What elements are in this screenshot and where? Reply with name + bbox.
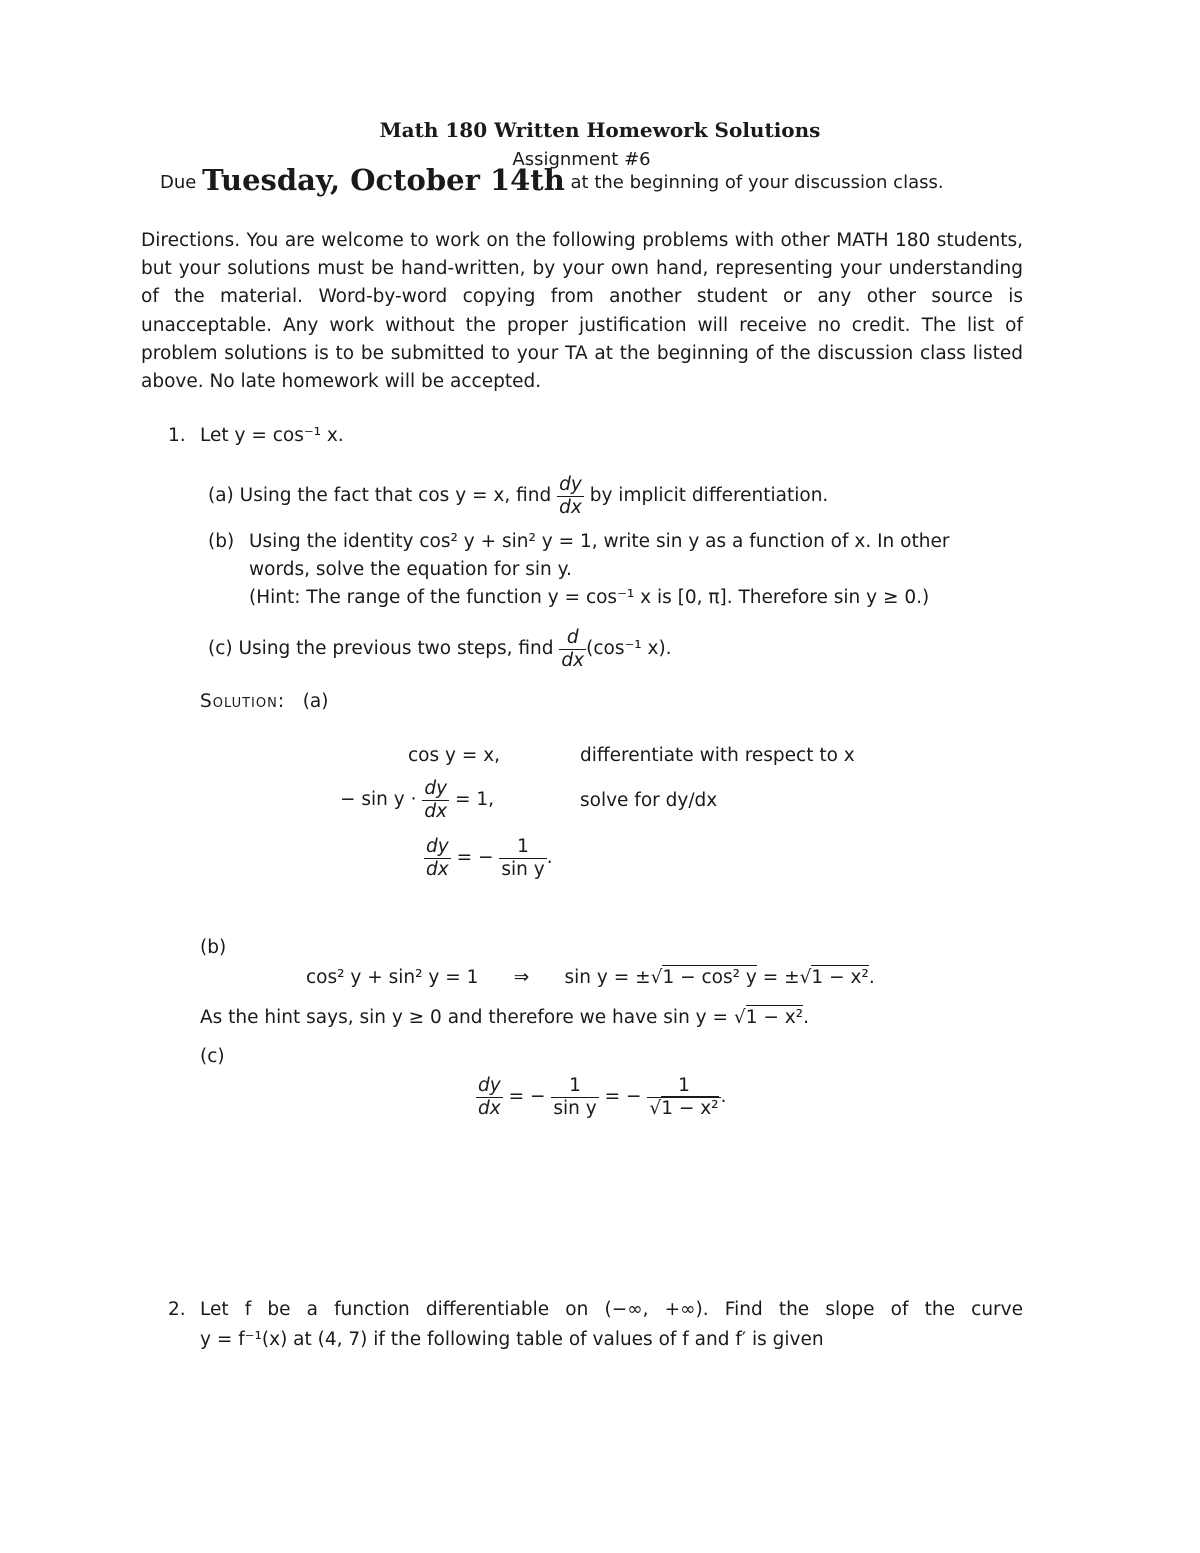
- solution-a-eq2-denominator: dx: [424, 800, 448, 822]
- solution-c-equals-2: = −: [604, 1086, 642, 1107]
- solution-b-text: As the hint says, sin y ≥ 0 and therefore we have sin y =: [200, 1007, 729, 1028]
- problem-1a: [208, 470, 828, 522]
- due-date: Tuesday, October 14th: [202, 163, 565, 197]
- solution-c-numerator-2: 1: [569, 1074, 581, 1096]
- problem-1a-text-after: by implicit differentiation.: [589, 485, 829, 506]
- problem-1c-text-before: Using the previous two steps, find: [238, 638, 554, 659]
- solution-b-radicand-1: 1 − cos² y: [662, 967, 757, 988]
- problem-1b-hint: (Hint: The range of the function y = cos⁻¹ x is [0, π]. Therefore sin y ≥ 0.): [249, 587, 930, 608]
- solution-b-text-radicand: 1 − x²: [745, 1007, 804, 1028]
- solution-c-denominator-2: sin y: [553, 1097, 597, 1119]
- solution-a-eq2: [340, 774, 494, 826]
- solution-a-eq3-equals: = −: [456, 847, 494, 868]
- solution-c-label: (c): [200, 1046, 225, 1067]
- sqrt-icon: √: [650, 967, 663, 988]
- sqrt-icon: √: [733, 1007, 746, 1028]
- problem-1-statement: Let y = cos⁻¹ x.: [200, 425, 344, 446]
- sqrt-icon: √: [799, 967, 812, 988]
- problem-1a-text-before: Using the fact that cos y = x, find: [239, 485, 552, 506]
- solution-b-radicand-2: 1 − x²: [811, 967, 869, 988]
- problem-1b-line2: words, solve the equation for sin y.: [249, 559, 572, 580]
- sqrt-icon: √: [649, 1097, 662, 1119]
- solution-c-fraction-1: [476, 1075, 503, 1120]
- problem-2-number: 2.: [168, 1299, 186, 1320]
- solution-b-end: .: [868, 967, 875, 988]
- solution-c-equals-1: = −: [508, 1086, 546, 1107]
- problem-1a-fraction: [557, 474, 584, 519]
- solution-heading: [200, 688, 329, 716]
- solution-b-equation: [306, 964, 875, 992]
- solution-a-label: (a): [302, 691, 329, 712]
- problem-2-line1: Let f be a function differentiable on (−∞, +∞). Find the slope of the curve: [200, 1299, 1023, 1320]
- problem-1a-denominator: dx: [559, 496, 582, 518]
- due-line: [160, 163, 944, 197]
- problem-1c: [208, 623, 672, 675]
- solution-a-note1: differentiate with respect to x: [580, 745, 855, 766]
- implies-symbol: ⇒: [513, 967, 530, 988]
- solution-c-denominator-1: dx: [478, 1097, 501, 1119]
- solution-a-eq3-denominator-right: sin y: [501, 858, 545, 880]
- assignment-number: Assignment #6: [512, 149, 651, 170]
- problem-2-line2: y = f⁻¹(x) at (4, 7) if the following table of values of f and f′ is given: [200, 1329, 824, 1350]
- solution-b-result-a: sin y = ±: [564, 967, 651, 988]
- problem-1b-line1: Using the identity cos² y + sin² y = 1, write sin y as a function of x. In other: [249, 531, 950, 552]
- problem-1-number: 1.: [168, 425, 186, 446]
- solution-a-eq3-fraction-right: [499, 836, 546, 881]
- solution-c-radicand: 1 − x²: [661, 1097, 719, 1119]
- solution-b-conclusion: [200, 1004, 809, 1032]
- solution-b-result-b: = ±: [762, 967, 800, 988]
- solution-b-identity: cos² y + sin² y = 1: [306, 967, 479, 988]
- problem-1a-numerator: dy: [559, 473, 582, 495]
- solution-a-eq2-suffix: = 1,: [454, 789, 495, 810]
- solution-a-eq3: [424, 830, 553, 886]
- solution-c-numerator-1: dy: [478, 1074, 501, 1096]
- solution-a-eq3-end: .: [546, 847, 553, 868]
- problem-1a-label: (a): [208, 485, 234, 506]
- problem-1c-numerator: d: [566, 626, 579, 648]
- solution-label: Solution:: [200, 691, 286, 712]
- problem-1c-label: (c): [208, 638, 233, 659]
- solution-b-label: (b): [200, 937, 227, 958]
- solution-a-note2: solve for dy/dx: [580, 790, 718, 811]
- solution-a-eq3-fraction-left: [424, 836, 451, 881]
- solution-c-equation: [476, 1068, 726, 1126]
- due-suffix: at the beginning of your discussion class.: [570, 172, 944, 193]
- solution-a-eq3-numerator-right: 1: [517, 835, 529, 857]
- solution-a-eq3-denominator-left: dx: [426, 858, 449, 880]
- solution-c-end: .: [720, 1086, 727, 1107]
- document-title: Math 180 Written Homework Solutions: [379, 118, 821, 142]
- solution-c-denominator-3: [647, 1097, 720, 1120]
- due-prefix: Due: [160, 172, 197, 193]
- solution-a-eq1: cos y = x,: [408, 745, 501, 766]
- problem-1c-text-after: (cos⁻¹ x).: [586, 638, 672, 659]
- solution-b-text-end: .: [803, 1007, 809, 1028]
- problem-1c-fraction: [559, 627, 586, 672]
- solution-a-eq2-fraction: [422, 778, 449, 823]
- problem-1b-label: (b): [208, 531, 235, 552]
- solution-a-eq2-numerator: dy: [424, 777, 448, 799]
- problem-1c-denominator: dx: [561, 649, 585, 671]
- directions-paragraph: Directions. You are welcome to work on the following problems with other MATH 180 students, but your solutions must be hand-written, by your own hand, representing your understanding of the material. Word-by-word copying from another student or any other source is unacceptable. Any work without the proper justification will receive no credit. The list of problem solutions is to be submitted to your TA at the beginning of the discussion class listed above. No late homework will be accepted.: [141, 230, 1023, 393]
- solution-a-eq3-numerator-left: dy: [426, 835, 449, 857]
- solution-c-numerator-3: 1: [678, 1074, 690, 1096]
- solution-c-fraction-3: [647, 1075, 720, 1120]
- solution-c-fraction-2: [551, 1075, 598, 1120]
- solution-a-eq2-prefix: − sin y ·: [340, 789, 417, 810]
